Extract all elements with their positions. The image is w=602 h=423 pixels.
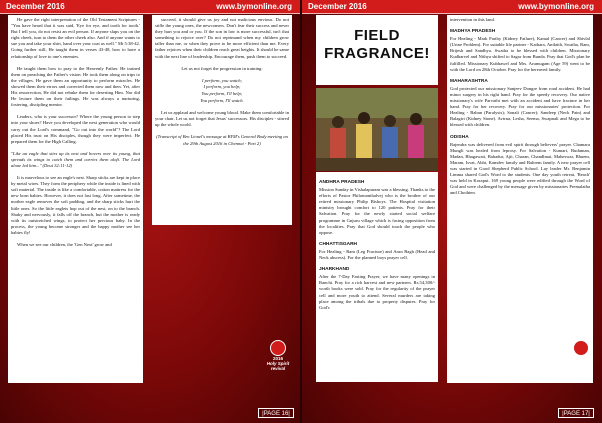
left-page-header [0, 0, 300, 14]
left-header-site[interactable]: www.bymonline.org [216, 2, 292, 11]
section-body: God protected our missionary Sanjeev Dongre from road accident. He had minor surgery in his right hand. Pray for the speedy recovery. Our native missionary's wife Parvathi met with an accident and have fracture in her hand. Pray for her recovery. Pray for our missionaries' protection. For Healing - Baban (Paralysis); Sonali (Cancer); Sandeep (Neck Pain) and Balagiri (Kidney Stone). Avirna, Lesha, Seema, Swapnali and Mega to be blessed with children. [450, 85, 590, 128]
article-title [316, 15, 438, 85]
title-line-2: FRAGRANCE! [324, 45, 430, 62]
section-heading: MADHYA PRADESH [450, 29, 496, 35]
training-poem [155, 78, 289, 104]
section-heading: ODISHA [450, 134, 469, 140]
right-header-site[interactable]: www.bymonline.org [518, 2, 594, 11]
left-column-b [152, 15, 292, 225]
section-heading: MAHARASHTRA [450, 78, 488, 84]
poem-line: You perform, I'll watch. [200, 97, 244, 103]
section-body: intervention in this land. [450, 17, 495, 22]
paragraph: He gave the right interpretation of the Old Testament Scriptures - "You have heard that it was said, 'Eye for eye, and tooth for tooth.' But I tell you, do not resist an evil person. If anyone slaps you on the right cheek, turn to them the other cheek also. And if anyone wants to sue you and take your shirt, hand over your coat as well." Mt 5:38-42. Going further still, He taught them in verses 43-48, how to have a relationship of love to one's enemies. [11, 17, 140, 59]
paragraph: He taught them how to pray to the Heavenly Father. He trained them on preaching the Father's vision. He took them along on trips to the villages. He gave them an opportunity to perform miracles. He showed them their errors and corrected them now and then. Yet, after His resurrection, He did not rebuke them for deserting Him. Nor did He lecture them on their failings. He was always a nurturing, fostering, discipling mentor. [11, 65, 140, 108]
field-photo [316, 88, 438, 171]
scripture-quote: "Like an eagle that stirs up its nest and hovers over its young, that spreads its wings to catch them and carries them aloft. The Lord alone led him..." (Deut 32:11-12) [11, 150, 140, 168]
section-body: Mission Sunday in Vishalapuram was a blessing. Thanks to the efforts of Pastor Philomonthalvej who is the brother of our retired missionary Philip Bishoys. The Hospital visitation ministry brought comfort to 120 patients. Pray for their Salvation. Pray for the newly started social welfare programme in Gnjuru village which is facing opposition from the localities. Pray that God should touch the people who oppose. [319, 187, 435, 235]
holy-spirit-revival-logo: 2016 Holy Spirit revival [262, 340, 294, 376]
title-line-1: FIELD [354, 27, 400, 44]
transcript-note: (Transcript of Bro Lionel's message at BYM's General Body meeting on the 29th August 2016 in Chennai - Part 2) [156, 134, 288, 146]
section-heading: JHARKHAND [319, 267, 350, 273]
poem-line: I perform, you watch; [201, 77, 243, 83]
paragraph: Leaders, who is your successor? Where the young person to step into your shoes? Have you developed the next generation who would carry out the Lord's command, "Go out into the world"? The Lord placed His trust on His disciples, though they were imperfect. He prepared them for the High Calling. [11, 114, 140, 144]
left-page [0, 0, 300, 423]
paragraph: It is marvelous to see an eagle's nest. Sharp sticks are kept in place by metal wires. They form the periphery while the inside is lined with soft material. The inside is like a comfortable, cotton mattress for the new born babies. However, it does not last long. After sometime, the mother eagle removes the soft padding, and the sharp sticks hurt the little ones. So the little eaglets hop out of the nest, on to the branch. Shaky and nervously, it falls off the branch, but the mother is ready with its outstretched wings, to protect her precious baby. In the process, the young become stronger and the happy mother see her babies fly! [11, 175, 140, 235]
right-header-date: December 2016 [308, 2, 367, 11]
section-heading: ANDHRA PRADESH [319, 180, 365, 185]
section-body: Rajendra was delivered from evil spirit through believers' prayer. Chamara Mungli was healed from leprosy. For Salvation - Kumari, Buduman, Madan, Bhagawati, Bahadur, Ajit, Charan, Chandlmai, Maheswar, Bhuem, Maram, Isvat, Abhi, Kamdev family and Balirem family. A new prayer cell was started in Good Shepherd Public School. Lay leader Mr. Benjamin Limma shared God's Word to the students. One day youth retreat, 'Reach' was held in Koraput. 169 young people were edified through the Word of God and were challenged by the message given by missionaries Premalatha and Chothien. [450, 141, 590, 196]
section-heading: CHHATTISGARH [319, 241, 358, 247]
section-body: For Healing - Ram (Leg Fracture) and Arun Bagh (Head and Neck abscess). For the planned boys prayer cell. [319, 248, 435, 261]
left-header-date: December 2016 [6, 2, 65, 11]
section-body: After the 7-Day Fasting Prayer, we have many openings in Ranchi. Pray for a rich harvest and new partners. Rs.54,300/- worth books were sold. Pray for the regularity of the prayer cell and more youth to attend. Several murders are taking place among the tribals due to property disputes. Pray for God's [319, 274, 435, 310]
left-column-a [8, 15, 143, 383]
page-number: |PAGE 17| [558, 408, 594, 418]
right-column-a [316, 172, 438, 382]
right-column-b [447, 15, 593, 383]
paragraph: Let us applaud and welcome young blood. Make them comfortable in your chair. Let us not forget that Jesus' successors. His disciples - stirred up the whole world. [155, 110, 289, 128]
flame-icon [270, 340, 286, 356]
flame-icon [573, 340, 589, 356]
paragraph: When we see our children, the 'Gen Next' grow and [17, 242, 112, 247]
section-body: For Healing - Mark Parthy (Kidney Failure), Kamal (Cancer) and Shivlal (Urine Problem). For suitable life partner - Kathara, Anilaith, Swatha, Ram, Brijesh and Sandhya. Swatha to be blessed with children. Missionary Kudharvel and Nithya shifted to Sagar from Bunda. Pray that God's plan be fulfilled. Missionary Kubhawel and Mrs. Arumugam (Age 59) went to be with the Lord on 28th October. Pray for the bereaved family. [450, 36, 590, 72]
right-page-header [302, 0, 602, 14]
poem-line: You perform, I'll help; [201, 90, 243, 96]
page-number: |PAGE 16| [258, 408, 294, 418]
people-photo-image [316, 88, 438, 171]
paragraph: Let us not forget the progression in training: [181, 65, 263, 71]
holy-spirit-revival-logo: 2016 Holy Spirit revival [565, 340, 597, 376]
poem-line: I perform, you help; [203, 84, 241, 90]
paragraph: succeed, it should give us joy and not malicious envious. Do not stifle the young ones, the newcomers. Don't fear their success and never they hurt you and or you. If the son in law is more successful, isn't that something to rejoice over? Do not reprimand when my children grow taller than me, or when they prove to be more efficient than me. Every father rejoices when their children reach great heights. It should be same with the next line of leadership. Encourage them, push them to succeed. [155, 17, 289, 59]
